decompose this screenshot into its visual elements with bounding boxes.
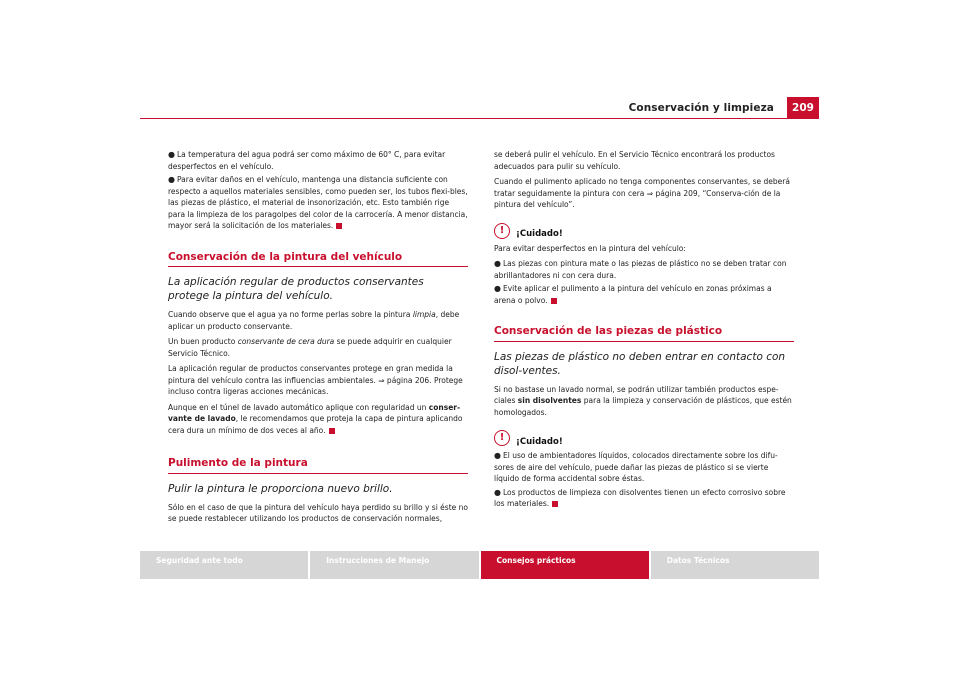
end-of-section-icon bbox=[329, 428, 335, 434]
bullet-item: ● Los productos de limpieza con disolventes tienen un efecto corrosivo sobre los materiales. bbox=[494, 487, 786, 508]
bullet-icon: ● bbox=[168, 175, 175, 184]
paragraph: Aunque en el túnel de lavado automático aplique con regularidad un conser-vante de lavado, le recomendamos que proteja la capa de pintura aplicando cera dura un mínimo de dos veces al año. bbox=[168, 402, 463, 435]
section-subheading-plastic-care: Las piezas de plástico no deben entrar en contacto con disol-ventes. bbox=[494, 350, 786, 377]
caution-title: ¡Cuidado! bbox=[516, 436, 563, 447]
section-subheading-polishing: Pulir la pintura le proporciona nuevo brillo. bbox=[168, 482, 393, 495]
warning-icon: ! bbox=[494, 430, 510, 446]
bullet-icon: ● bbox=[494, 284, 501, 293]
section-heading-polishing: Pulimento de la pintura bbox=[168, 458, 468, 474]
section-heading-paint-care: Conservación de la pintura del vehículo bbox=[168, 252, 468, 268]
bullet-item: ● Evite aplicar el pulimento a la pintura del vehículo en zonas próximas a arena o polvo. bbox=[494, 284, 772, 305]
bullet-icon: ● bbox=[494, 487, 501, 497]
paragraph: Sólo en el caso de que la pintura del vehículo haya perdido su brillo y si éste no se puede restablecer utilizando los productos de conservación normales, bbox=[168, 502, 468, 523]
bullet-icon: ● bbox=[494, 451, 501, 460]
end-of-section-icon bbox=[336, 223, 342, 229]
footer-tab-datos[interactable]: Datos Técnicos bbox=[651, 551, 819, 579]
section-subheading-paint-care: La aplicación regular de productos conservantes protege la pintura del vehículo. bbox=[168, 276, 424, 302]
page-number: 209 bbox=[787, 97, 819, 119]
right-column bbox=[494, 149, 794, 512]
page-header-title: Conservación y limpieza bbox=[628, 102, 774, 114]
paragraph: Cuando observe que el agua ya no forme perlas sobre la pintura limpia, debe aplicar un producto conservante. bbox=[168, 310, 460, 331]
footer-tab-consejos[interactable]: Consejos prácticos bbox=[481, 551, 651, 579]
paragraph: se deberá pulir el vehículo. En el Servicio Técnico encontrará los productos adecuados para pulir su vehículo. bbox=[494, 150, 775, 171]
bullet-item: ● Las piezas con pintura mate o las piezas de plástico no se deben tratar con abrillantadores ni con cera dura. bbox=[494, 259, 787, 280]
paragraph: La aplicación regular de productos conservantes protege en gran medida la pintura del vehículo contra las influencias ambientales. ⇒ página 206. Protege incluso contra ligeras acciones mecánicas. bbox=[168, 364, 463, 396]
paragraph: Un buen producto conservante de cera dura se puede adquirir en cualquier Servicio Técnico. bbox=[168, 337, 452, 358]
footer-nav bbox=[140, 551, 819, 579]
footer-tab-seguridad[interactable]: Seguridad ante todo bbox=[140, 551, 310, 579]
paragraph: Si no bastase un lavado normal, se podrán utilizar también productos espe-ciales sin disolventes para la limpieza y conservación de plásticos, que estén homologados. bbox=[494, 384, 792, 417]
caution-box bbox=[494, 430, 794, 448]
paragraph: Para evitar desperfectos en la pintura del vehículo: bbox=[494, 243, 686, 253]
bullet-item: ● El uso de ambientadores líquidos, colocados directamente sobre los difu-sores de aire del vehículo, puede dañar las piezas de plástico si se vierte líquido de forma accidental sobre éstas. bbox=[494, 451, 778, 483]
left-column bbox=[168, 149, 468, 529]
bullet-icon: ● bbox=[494, 259, 501, 268]
caution-box bbox=[494, 223, 794, 241]
paragraph: Cuando el pulimento aplicado no tenga componentes conservantes, se deberá tratar seguidamente la pintura con cera ⇒ página 209, “Conserva-ción de la pintura del vehículo”. bbox=[494, 177, 790, 209]
bullet-item: ● La temperatura del agua podrá ser como máximo de 60° C, para evitar desperfectos en el vehículo. bbox=[168, 150, 446, 171]
warning-icon: ! bbox=[494, 223, 510, 239]
caution-title: ¡Cuidado! bbox=[516, 229, 563, 239]
bullet-item: ● Para evitar daños en el vehículo, mantenga una distancia suficiente con respecto a aquellos materiales sensibles, como pueden ser, los tubos flexi-bles, las piezas de plástico, el material de insonorización, etc. Esto también rige para la limpieza de los paragolpes del color de la carrocería. A menor distancia, mayor será la solicitación de los materiales. bbox=[168, 175, 468, 230]
end-of-section-icon bbox=[552, 501, 558, 507]
header-rule bbox=[140, 118, 819, 119]
end-of-section-icon bbox=[551, 298, 557, 304]
footer-tab-instrucciones[interactable]: Instrucciones de Manejo bbox=[310, 551, 480, 579]
bullet-icon: ● bbox=[168, 150, 175, 159]
section-heading-plastic-care: Conservación de las piezas de plástico bbox=[494, 326, 794, 342]
